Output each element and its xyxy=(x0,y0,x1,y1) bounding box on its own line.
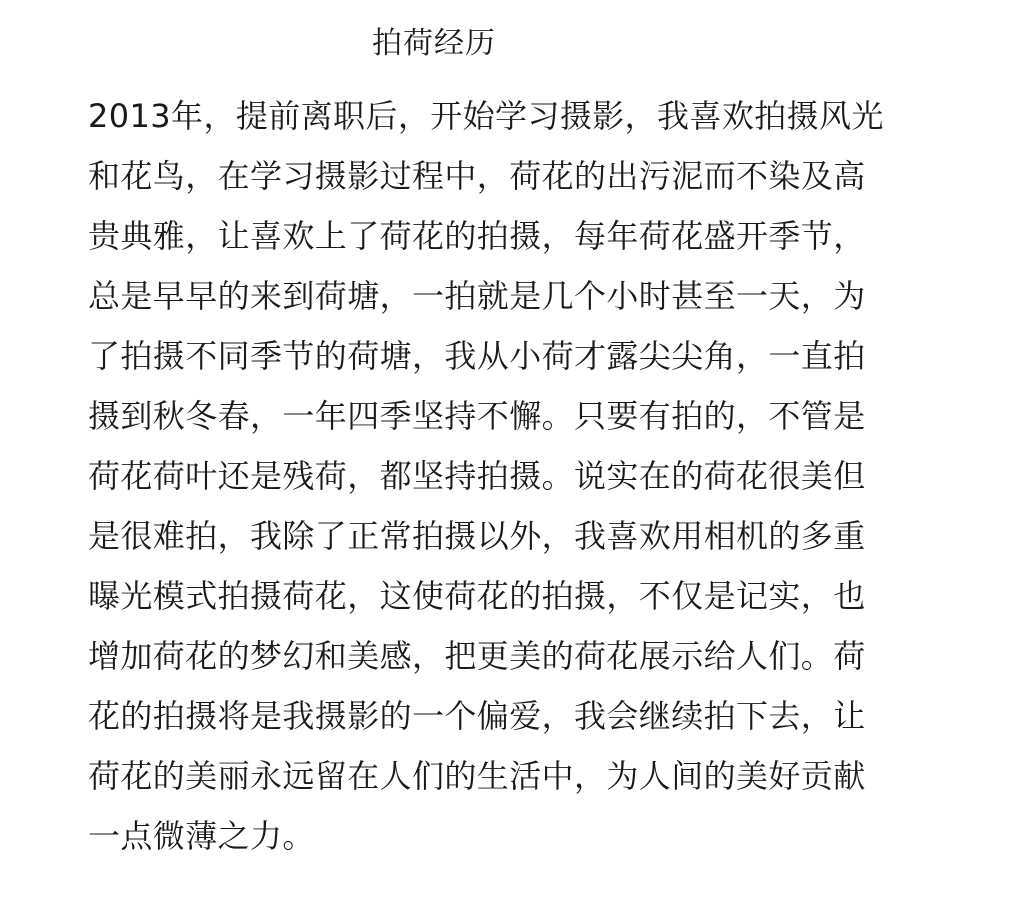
text-line: 一点微薄之力。 xyxy=(88,817,315,855)
text-line: 花的拍摄将是我摄影的一个偏爱，我会继续拍下去，让 xyxy=(88,697,866,735)
text-line: 了拍摄不同季节的荷塘，我从小荷才露尖尖角，一直拍 xyxy=(88,337,866,375)
text-line: 和花鸟，在学习摄影过程中，荷花的出污泥而不染及高 xyxy=(88,157,866,195)
document-body xyxy=(88,86,948,866)
text-line: 曝光模式拍摄荷花，这使荷花的拍摄，不仅是记实，也 xyxy=(88,577,866,615)
text-line: 摄到秋冬春，一年四季坚持不懈。只要有拍的，不管是 xyxy=(88,397,866,435)
text-line: 总是早早的来到荷塘，一拍就是几个小时甚至一天，为 xyxy=(88,277,866,315)
text-line: 2013年，提前离职后，开始学习摄影，我喜欢拍摄风光 xyxy=(88,97,884,135)
document-title: 拍荷经历 xyxy=(372,26,496,61)
text-line: 荷花的美丽永远留在人们的生活中，为人间的美好贡献 xyxy=(88,757,866,795)
text-line: 贵典雅，让喜欢上了荷花的拍摄，每年荷花盛开季节， xyxy=(88,217,866,255)
text-line: 是很难拍，我除了正常拍摄以外，我喜欢用相机的多重 xyxy=(88,517,866,555)
text-line: 荷花荷叶还是残荷，都坚持拍摄。说实在的荷花很美但 xyxy=(88,457,866,495)
text-line: 增加荷花的梦幻和美感，把更美的荷花展示给人们。荷 xyxy=(88,637,866,675)
